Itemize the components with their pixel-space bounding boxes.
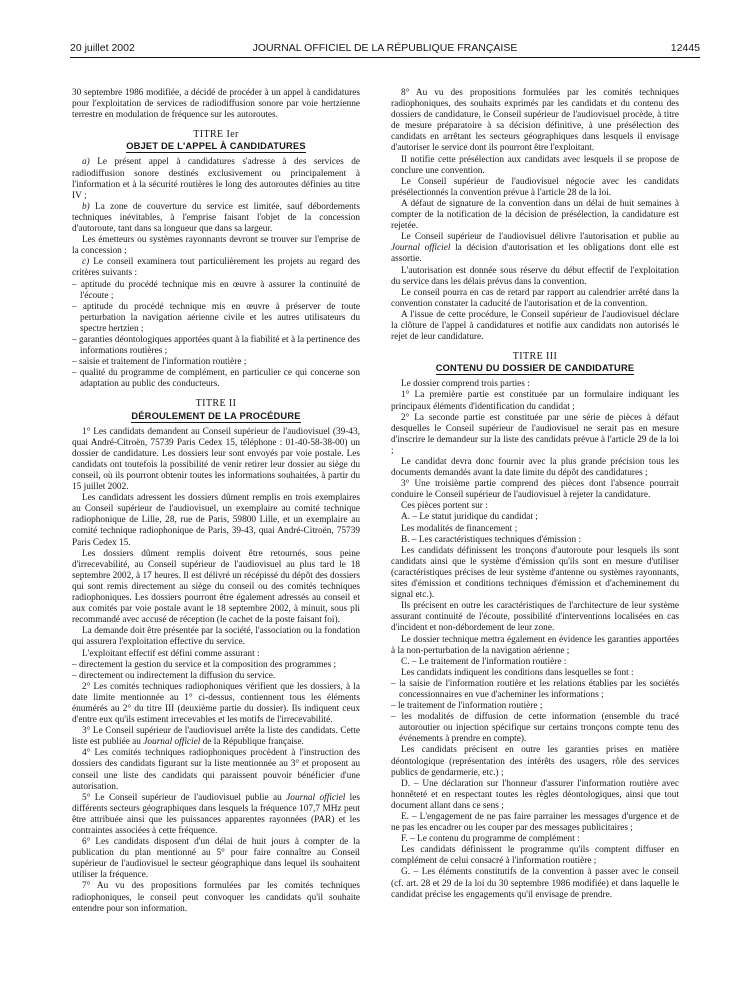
paragraph: Les candidats précisent en outre les garanties prises en matière déontologique (représentation des intérêts des usagers, rôle des services publics de gendarmerie, etc.) ; [391,745,679,778]
paragraph: Les candidats adressent les dossiers dûment remplis en trois exemplaires au Conseil supérieur de l'audiovisuel, un exemplaire au comité technique radiophonique de Lille, 28, rue de Paris, 59800 Lille, et un exemplaire au comité technique radiophonique de Paris, 39-43, quai André-Citroën, 75739 Paris Cedex 15. [72,493,360,548]
paragraph: A défaut de signature de la convention dans un délai de huit semaines à compter de la notification de la décision de présélection, la candidature est rejetée. [391,198,679,232]
paragraph: 30 septembre 1986 modifiée, a décidé de procéder à un appel à candidatures pour l'exploitation de services de radiodiffusion sonore par voie hertzienne terrestre en modulation de fréquence sur les autoroutes. [72,88,360,121]
section-subtitle-2: DÉROULEMENT DE LA PROCÉDURE [131,410,301,421]
criteria-item: – garanties déontologiques apportées quant à la fiabilité et à la pertinence des informations routières ; [72,334,360,357]
paragraph: Ces pièces portent sur : [401,501,488,512]
header-rule [70,57,700,58]
left-column [72,88,360,915]
paragraph: Le dossier comprend trois parties : [401,379,530,390]
criteria-item: – qualité du programme de complément, en particulier ce qui concerne son adaptation au public des conducteurs. [72,368,360,390]
paragraph: A l'issue de cette procédure, le Conseil supérieur de l'audiovisuel déclare la clôture de l'appel à candidatures et notifie aux candidats non autorisés le rejet de leur candidature. [391,309,679,343]
criteria-item: – saisie et traitement de l'information routière ; [72,357,247,368]
paragraph-c: c) Le conseil examinera tout particulièrement les projets au regard des critères suivants : [72,257,360,279]
paragraph: 3° Le Conseil supérieur de l'audiovisuel arrête la liste des candidats. Cette liste est publiée au Journal officiel de la République française. [72,726,360,748]
paragraph: C. – Le traitement de l'information routière : [401,656,567,667]
paragraph: Ils précisent en outre les caractéristiques de l'architecture de leur système assurant continuité de l'écoute, possibilité d'interventions localisées en cas d'incident et non-débordement de leur zone. [391,601,679,634]
header-journal-title: JOURNAL OFFICIEL DE LA RÉPUBLIQUE FRANÇAISE [252,42,518,54]
section-subtitle-3: CONTENU DU DOSSIER DE CANDIDATURE [435,363,635,374]
header-date: 20 juillet 2002 [70,42,135,54]
paragraph: Le Conseil supérieur de l'audiovisuel négocie avec les candidats présélectionnés la convention prévue à l'article 28 de la loi. [391,176,679,198]
paragraph: Les émetteurs ou systèmes rayonnants devront se trouver sur l'emprise de la concession ; [72,235,360,257]
paragraph: 1° La première partie est constituée par un formulaire indiquant les principaux éléments d'identification du candidat ; [391,390,679,412]
list-item: – les modalités de diffusion de cette information (ensemble du tracé autoroutier ou injection spécifique sur certains tronçons compte tenu des événements à prendre en compte). [391,712,679,745]
paragraph: G. – Les éléments constitutifs de la convention à passer avec le conseil (cf. art. 28 et 29 de la loi du 30 septembre 1986 modifiée) et dans laquelle le candidat précise les engagements qu'il envisage de prendre. [391,867,679,900]
paragraph: F. – Le contenu du programme de complément : [401,834,580,845]
paragraph-b: b) La zone de couverture du service est limitée, sauf débordements techniques inévitables, à l'emprise faisant l'objet de la concession d'autoroute, tant dans sa longueur que dans sa largeur. [72,201,360,235]
paragraph: L'exploitant effectif est défini comme assurant : [82,648,260,659]
paragraph: 6° Les candidats disposent d'un délai de huit jours à compter de la publication du plan mentionné au 5° pour faire connaître au Conseil supérieur de l'audiovisuel le secteur géographique dans lequel ils souhaitent utiliser la fréquence. [72,837,360,881]
paragraph: E. – L'engagement de ne pas faire parrainer les messages d'urgence et de ne pas les encadrer ou les couper par des messages publicitaires ; [391,812,679,834]
paragraph: Les candidats définissent les tronçons d'autoroute pour lesquels ils sont candidats ainsi que le système d'émission qu'ils sont en mesure d'utiliser (caractéristiques précises de leur système d'antenne ou systèmes rayonnants, sites d'émission et conditions techniques d'émission et d'acheminement du signal etc.). [391,545,679,601]
paragraph: 8° Au vu des propositions formulées par les comités techniques radiophoniques, des souhaits exprimés par les candidats et du contenu des dossiers de candidature, le Conseil supérieur de l'audiovisuel procède, à titre de mesure préparatoire à sa décision définitive, à une présélection des candidats en arrêtant les secteurs géographiques dans lesquels il envisage d'autoriser le service dont ils pourront être l'exploitant. [391,88,679,154]
right-column [391,88,679,901]
section-title-3: TITRE III [512,351,558,363]
section-title-2: TITRE II [195,398,237,410]
paragraph: Les candidats définissent le programme qu'ils comptent diffuser en complément de celui consacré à l'information routière ; [391,845,679,867]
paragraph: 3° Une troisième partie comprend des pièces dont l'absence pourrait conduire le Conseil supérieur de l'audiovisuel à rejeter la candidature. [391,479,679,501]
list-item: – directement la gestion du service et la composition des programmes ; [72,659,337,670]
paragraph: A. – Le statut juridique du candidat ; [401,512,538,523]
paragraph: 7° Au vu des propositions formulées par les comités techniques radiophoniques, le conseil peut convoquer les candidats qu'il souhaite entendre pour son information. [72,881,360,914]
paragraph: Les modalités de financement ; [401,523,518,534]
paragraph: L'autorisation est donnée sous réserve du début effectif de l'exploitation du service dans les délais prévus dans la convention. [391,265,679,287]
criteria-item: – aptitude du procédé technique mis en œuvre à assurer la continuité de l'écoute ; [72,279,360,301]
paragraph: Il notifie cette présélection aux candidats avec lesquels il se propose de conclure une convention. [391,154,679,176]
paragraph: D. – Une déclaration sur l'honneur d'assurer l'information routière avec honnêteté et en respectant toutes les règles déontologiques, ainsi que tout document allant dans ce sens ; [391,778,679,811]
paragraph: Le candidat devra donc fournir avec la plus grande précision tous les documents demandés avant la date limite du dépôt des candidatures ; [391,457,679,479]
paragraph: 2° La seconde partie est constituée par une série de pièces à défaut desquelles le Conseil supérieur de l'audiovisuel ne serait pas en mesure d'inscrire le demandeur sur la liste des candidats prévue à l'article 29 de la loi ; [391,412,679,456]
paragraph: Le Conseil supérieur de l'audiovisuel délivre l'autorisation et publie au Journal officiel la décision d'autorisation et les obligations dont elle est assortie. [391,232,679,265]
paragraph: Le conseil pourra en cas de retard par rapport au calendrier arrêté dans la convention constater la caducité de l'autorisation et de la convention. [391,287,679,309]
list-item: – directement ou indirectement la diffusion du service. [72,670,276,681]
paragraph: B. – Les caractéristiques techniques d'émission : [401,534,582,545]
paragraph: Les candidats indiquent les conditions dans lesquelles se font : [401,667,634,678]
paragraph: 4° Les comités techniques radiophoniques procèdent à l'instruction des dossiers des candidats figurant sur la liste mentionnée au 3° et proposent au conseil une liste des candidats qui paraissent pouvoir bénéficier d'une autorisation. [72,748,360,792]
section-title-1: TITRE Ier [193,129,239,141]
list-item: – le traitement de l'information routière ; [391,701,543,712]
paragraph: 5° Le Conseil supérieur de l'audiovisuel publie au Journal officiel les différents secteurs géographiques dans lesquels la fréquence 107,7 MHz peut être attribuée ainsi que les puissances apparentes rayonnées (PAR) et les contraintes associées à cette fréquence. [72,792,361,836]
paragraph: Le dossier technique mettra également en évidence les garanties apportées à la non-perturbation de la navigation aérienne ; [391,634,679,656]
paragraph: La demande doit être présentée par la société, l'association ou la fondation qui assurera l'exploitation effective du service. [72,626,360,648]
criteria-item: – aptitude du procédé technique mis en œuvre à préserver de toute perturbation la navigation aérienne civile et les autres utilisateurs du spectre hertzien ; [72,301,360,334]
paragraph: 1° Les candidats demandent au Conseil supérieur de l'audiovisuel (39-43, quai André-Citroën, 75739 Paris Cedex 15, téléphone : 01-40-58-38-00) un dossier de candidature. Les dossiers leur sont envoyés par voie postale. Les candidats ont toutefois la possibilité de venir retirer leur dossier au siège du conseil, où ils pourront obtenir toutes les informations souhaitées, à partir du 15 juillet 2002. [72,426,360,493]
paragraph-a: a) Le présent appel à candidatures s'adresse à des services de radiodiffusion sonore destinés exclusivement ou principalement à l'information et à la sécurité routières le long des autoroutes définies au titre IV ; [72,157,360,201]
paragraph: 2° Les comités techniques radiophoniques vérifient que les dossiers, à la date limite mentionnée au 1° ci-dessus, contiennent tous les éléments énumérés au 2° du titre III (deuxième partie du dossier). Ils indiquent ceux d'entre eux qu'ils estiment irrecevables et les motifs de l'irrecevabilité. [72,681,360,726]
section-subtitle-1: OBJET DE L'APPEL À CANDIDATURES [126,141,306,152]
header-page-number: 12445 [670,42,700,54]
paragraph: Les dossiers dûment remplis doivent être retournés, sous peine d'irrecevabilité, au Conseil supérieur de l'audiovisuel au plus tard le 18 septembre 2002, à 17 heures. Il est délivré un récépissé du dépôt des dossiers qui sont remis directement au siège du conseil ou des comités techniques radiophoniques. Les dossiers pourront être également adressés au conseil et aux comités par voie postale avant le 18 septembre 2002, à minuit, sous pli recommandé avec accusé de réception (le cachet de la poste faisant foi). [72,548,360,626]
list-item: – la saisie de l'information routière et les relations établies par les sociétés concessionnaires en vue d'acheminer les informations ; [391,678,679,700]
